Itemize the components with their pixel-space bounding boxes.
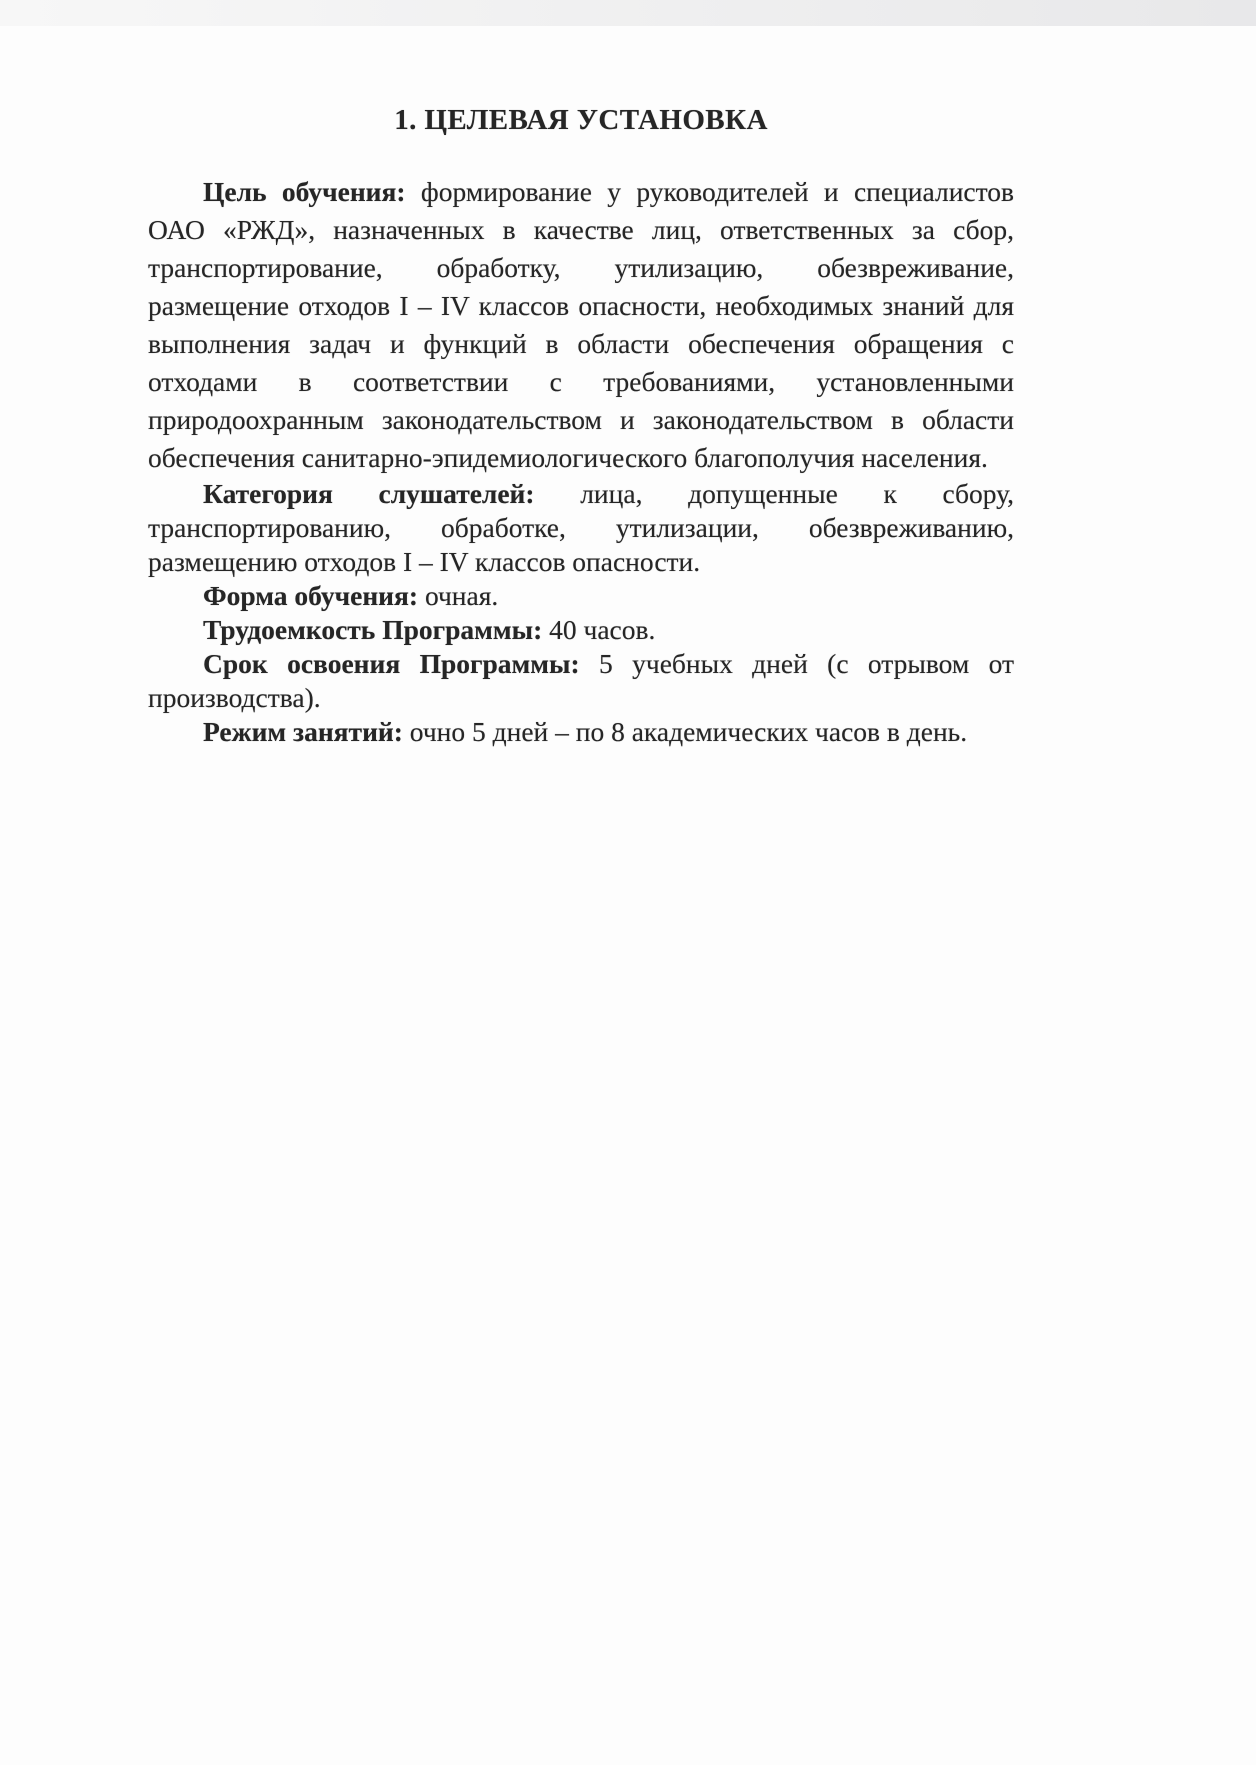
paragraph-duration-text: 5 учебных дней (с отрывом от производства). xyxy=(148,648,1015,713)
paragraph-workload xyxy=(148,613,1014,647)
paragraph-form xyxy=(148,579,1014,613)
paragraph-goal-text: формирование у руководителей и специалистов ОАО «РЖД», назначенных в качестве лиц, ответственных за сбор, транспортирование, обработку, утилизацию, обезвреживание, размещение отходов I – IV классов опасности, необходимых знаний для выполнения задач и функций в области обеспечения обращения с отходами в соответствии с требованиями, установленными природоохранным законодательством и законодательством в области обеспечения санитарно-эпидемиологического благополучия населения. xyxy=(148,176,1015,473)
paragraph-schedule xyxy=(148,715,1014,749)
paragraph-form-text: очная. xyxy=(424,580,499,611)
paragraph-form-label: Форма обучения: xyxy=(203,580,419,611)
paragraph-goal xyxy=(148,173,1014,477)
paragraph-workload-text: 40 часов. xyxy=(549,614,656,645)
paragraph-audience xyxy=(148,477,1014,579)
scan-artifact-top xyxy=(0,0,1256,26)
paragraph-schedule-text: очно 5 дней – по 8 академических часов в день. xyxy=(409,716,968,747)
paragraph-audience-label: Категория слушателей: xyxy=(203,478,535,509)
section-heading: 1. ЦЕЛЕВАЯ УСТАНОВКА xyxy=(394,104,768,136)
document-content xyxy=(148,104,1014,749)
paragraph-duration-label: Срок освоения Программы: xyxy=(203,648,580,679)
paragraph-workload-label: Трудоемкость Программы: xyxy=(203,614,543,645)
paragraph-audience-text: лица, допущенные к сбору, транспортированию, обработке, утилизации, обезвреживанию, размещению отходов I – IV классов опасности. xyxy=(148,478,1015,577)
paragraph-goal-label: Цель обучения: xyxy=(203,176,406,207)
paragraph-schedule-label: Режим занятий: xyxy=(203,716,403,747)
paragraph-duration xyxy=(148,647,1014,715)
